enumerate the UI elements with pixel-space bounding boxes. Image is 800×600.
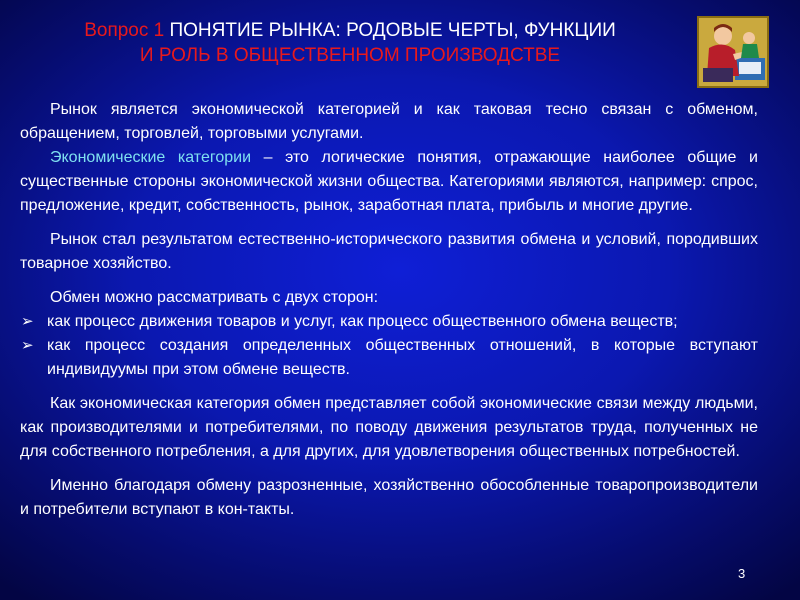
bullet-list — [20, 310, 758, 382]
paragraph-2-rest: – это логические понятия, отражающие наиболее общие и существенные стороны экономической жизни общества. Категориями являются, например: спрос, предложение, кредит, собственность, рынок, заработная плата, прибыль и многие другие. — [20, 149, 758, 214]
list-item — [20, 334, 758, 382]
slide-body — [20, 98, 758, 522]
list-item — [20, 310, 758, 334]
highlight-term: Экономические категории — [50, 149, 252, 166]
paragraph-6: Именно благодаря обмену разрозненные, хозяйственно обособленные товаропроизводители и потребители вступают в кон-такты. — [20, 477, 758, 518]
title-prefix: Вопрос 1 — [84, 20, 165, 41]
people-at-desk-clipart-icon — [697, 16, 769, 88]
paragraph-3: Рынок стал результатом естественно-исторического развития обмена и условий, породивших товарное хозяйство. — [20, 231, 758, 272]
paragraph-1: Рынок является экономической категорией и как таковая тесно связан с обменом, обращением, торговлей, торговыми услугами. — [20, 101, 758, 142]
title-line-2: И РОЛЬ В ОБЩЕСТВЕННОМ ПРОИЗВОДСТВЕ — [139, 45, 561, 66]
page-number: 3 — [738, 566, 746, 581]
bullet-text: как процесс движения товаров и услуг, как процесс общественного обмена веществ; — [47, 313, 678, 330]
paragraph-4: Обмен можно рассматривать с двух сторон: — [50, 289, 379, 306]
title-line-1: ПОНЯТИЕ РЫНКА: РОДОВЫЕ ЧЕРТЫ, ФУНКЦИИ — [169, 20, 616, 41]
slide-title — [20, 18, 680, 68]
paragraph-2 — [20, 146, 758, 218]
paragraph-5: Как экономическая категория обмен представляет собой экономические связи между людьми, как производителями и потребителями, по поводу движения результатов труда, полученных не для собственного потребления, а для других, для удовлетворения общественных потребностей. — [20, 395, 758, 460]
bullet-text: как процесс создания определенных общественных отношений, в которые вступают индивидуумы при этом обмене веществ. — [47, 337, 758, 378]
arrow-bullet-icon: ➢ — [21, 313, 34, 330]
arrow-bullet-icon: ➢ — [21, 337, 34, 354]
